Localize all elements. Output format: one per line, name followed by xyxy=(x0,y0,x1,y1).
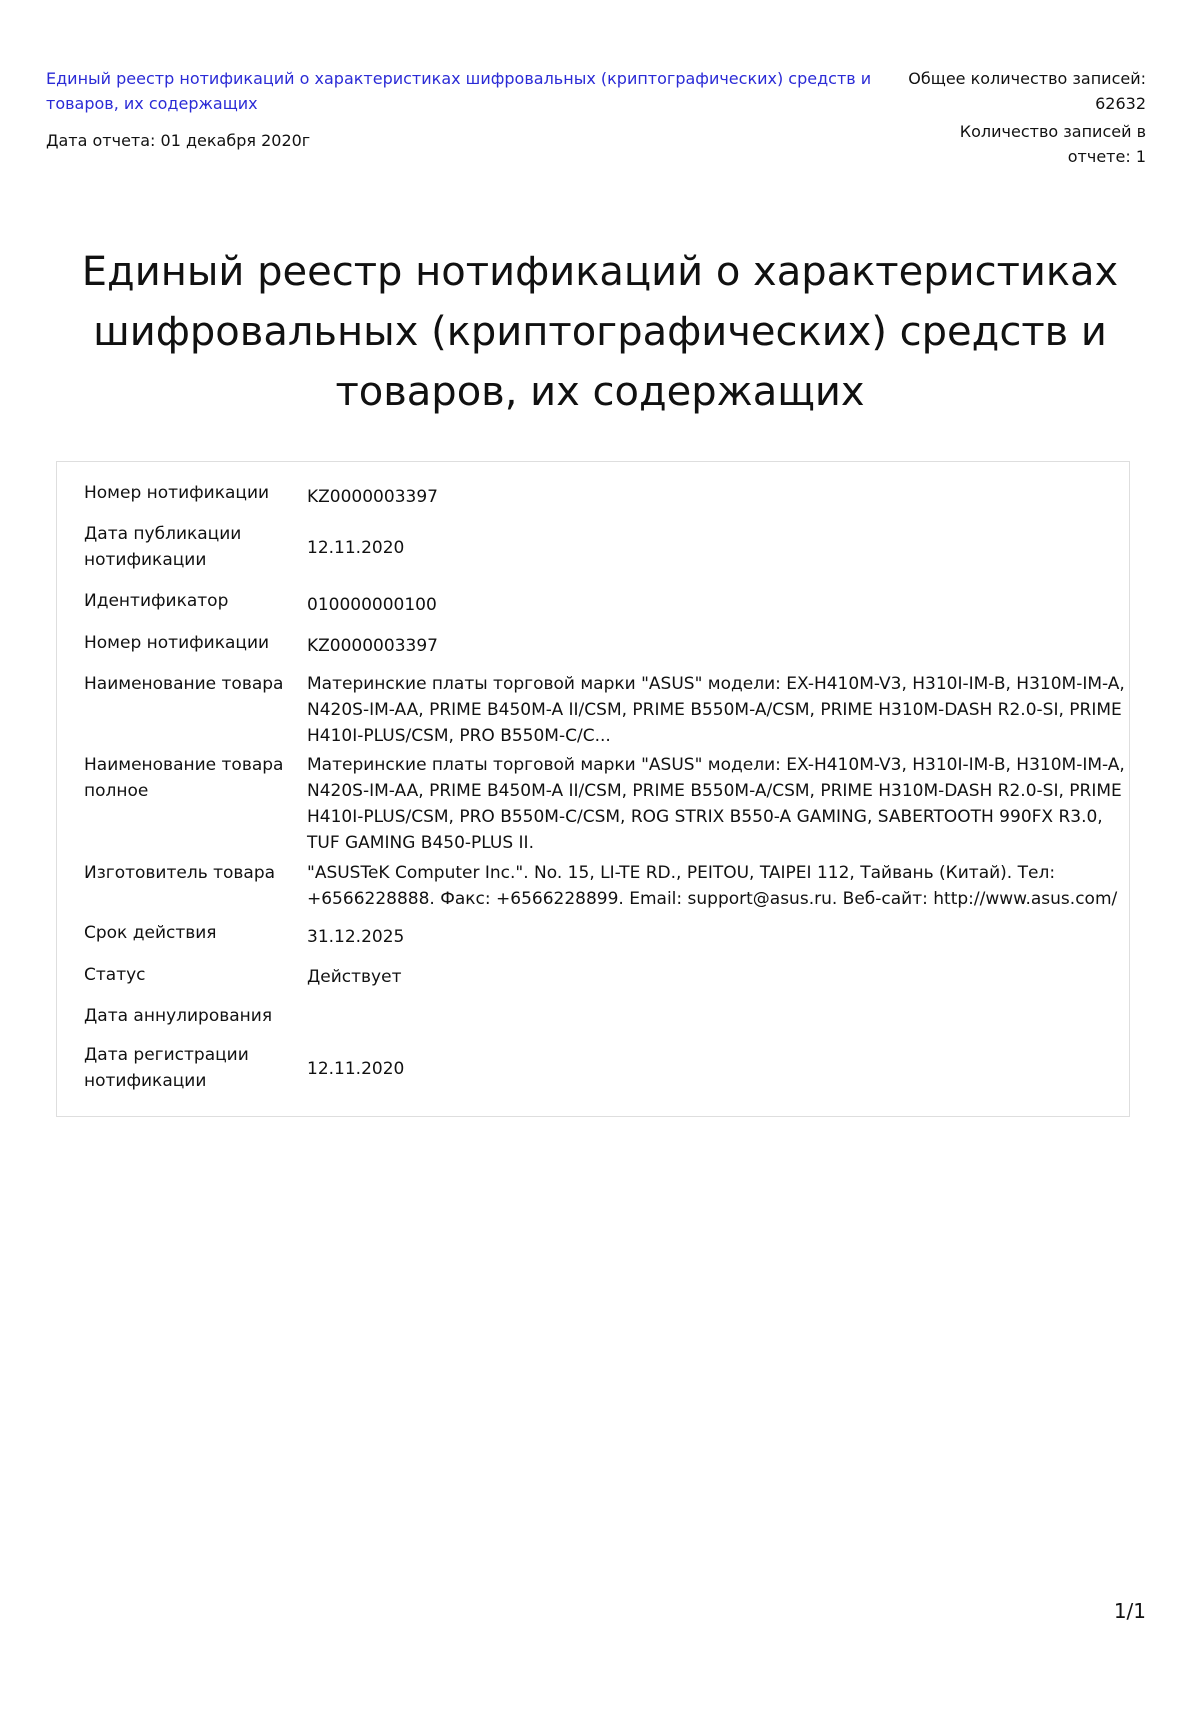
field-label: Дата аннулирования xyxy=(84,1006,273,1026)
record-counts xyxy=(876,66,1146,169)
status-value: Действует xyxy=(307,967,402,987)
field-value: KZ0000003397 xyxy=(307,487,438,507)
field-value: KZ0000003397 xyxy=(307,636,438,656)
field-label: Наименование товара xyxy=(84,674,284,694)
field-label: Статус xyxy=(84,965,146,985)
field-value: 12.11.2020 xyxy=(307,538,405,558)
field-value: 12.11.2020 xyxy=(307,1059,405,1079)
field-label: Номер нотификации xyxy=(84,483,270,503)
field-value: "ASUSTeK Computer Inc.". No. 15, LI-TE RD., PEITOU, TAIPEI 112, Тайвань (Китай). Тел: +6566228888. Факс: +6566228899. Email: support@asus.ru. Веб-сайт: http://www.asus.com/ xyxy=(307,863,1118,909)
field-value: 010000000100 xyxy=(307,595,437,615)
page-number: 1/1 xyxy=(1113,1599,1146,1623)
report-info xyxy=(46,66,876,151)
field-label: Наименование товара полное xyxy=(84,755,284,801)
field-value: 31.12.2025 xyxy=(307,927,405,947)
field-label: Срок действия xyxy=(84,923,217,943)
field-label: Идентификатор xyxy=(84,591,229,611)
registry-link[interactable]: Единый реестр нотификаций о характеристиках шифровальных (криптографических) средств и товаров, их содержащих xyxy=(46,69,872,113)
report-date: Дата отчета: 01 декабря 2020г xyxy=(46,131,311,150)
field-label: Дата регистрации нотификации xyxy=(84,1045,249,1091)
page-title: Единый реестр нотификаций о характеристиках шифровальных (криптографических) средств и товаров, их содержащих xyxy=(81,249,1119,415)
field-label: Номер нотификации xyxy=(84,633,270,653)
total-records-value: 62632 xyxy=(1095,94,1146,113)
field-label: Изготовитель товара xyxy=(84,863,276,883)
field-value: Материнские платы торговой марки "ASUS" модели: EX-H410M-V3, H310I-IM-B, H310M-IM-A, N420S-IM-AA, PRIME B450M-A II/CSM, PRIME B550M-A/CSM, PRIME H310M-DASH R2.0-SI, PRIME H410I-PLUS/CSM, PRO B550M-C/C... xyxy=(307,674,1125,746)
field-value: Материнские платы торговой марки "ASUS" модели: EX-H410M-V3, H310I-IM-B, H310M-IM-A, N420S-IM-AA, PRIME B450M-A II/CSM, PRIME B550M-A/CSM, PRIME H310M-DASH R2.0-SI, PRIME H410I-PLUS/CSM, PRO B550M-C/CSM, ROG STRIX B550-A GAMING, SABERTOOTH 990FX R3.0, TUF GAMING B450-PLUS II. xyxy=(307,755,1125,853)
report-records-label: Количество записей в xyxy=(959,122,1146,141)
notification-record-card xyxy=(56,461,1130,1117)
total-records-label: Общее количество записей: xyxy=(908,69,1146,88)
report-records-value: отчете: 1 xyxy=(1067,147,1146,166)
page-header xyxy=(46,66,1146,176)
field-label: Дата публикации нотификации xyxy=(84,524,242,570)
